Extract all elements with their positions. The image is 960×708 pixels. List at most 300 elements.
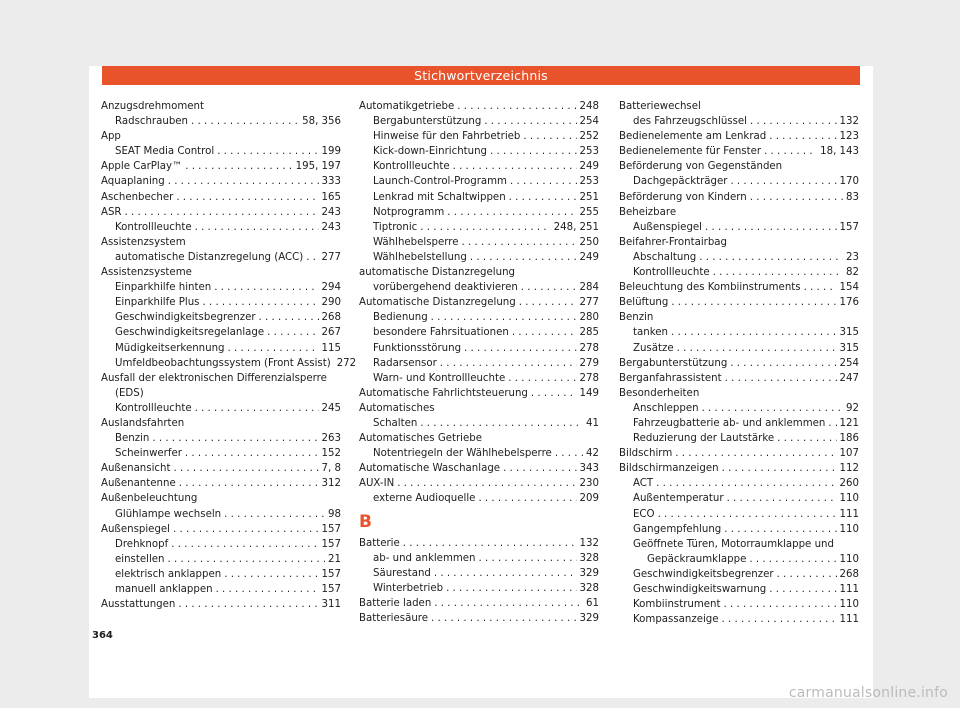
page-reference: 230 [579,478,599,490]
index-term: ab- und anklemmen [373,552,476,564]
index-term: Automatisches [359,402,435,414]
index-term: Auslandsfahrten [101,417,185,429]
leader-dots [730,174,836,189]
index-entry [359,220,599,235]
index-entry [619,265,859,280]
leader-dots [490,144,577,159]
leader-dots [508,371,576,386]
index-entry [101,280,341,295]
index-entry [619,205,859,220]
index-term: Radarsensor [373,357,437,369]
page-reference: 21 [328,553,341,565]
index-term: Batteriewechsel [619,101,701,112]
leader-dots [185,446,319,461]
index-term: des Fahrzeugschlüssel [633,116,747,128]
page-reference: 328 [579,582,599,594]
index-entry [359,536,599,551]
page-reference: 290 [321,297,341,309]
page-reference: 260 [839,478,859,490]
index-entry [619,416,859,431]
index-entry [101,522,341,537]
leader-dots [702,401,843,416]
leader-dots [464,341,577,356]
leader-dots [769,129,836,144]
index-term: Reduzierung der Lautstärke [633,433,775,445]
leader-dots [479,551,577,566]
leader-dots [478,491,576,506]
index-column-1 [101,99,357,612]
index-term: elektrisch anklappen [115,568,222,580]
index-entry [619,461,859,476]
index-term: Kompassanzeige [633,614,719,626]
index-term: Außenbeleuchtung [101,493,198,505]
index-entry [359,596,599,611]
index-entry [359,174,599,189]
leader-dots [484,114,576,129]
index-term: Geschwindigkeitsregelanlage [115,327,265,339]
page-reference: 251 [579,191,599,203]
index-term: ACT [633,478,654,490]
page-reference: 111 [839,584,859,595]
page-reference: 278 [579,342,599,354]
index-entry [101,416,341,431]
index-entry [101,507,341,522]
page-reference: 284 [579,282,599,294]
leader-dots [178,597,318,612]
page-reference: 250 [579,236,599,248]
index-term: AUX-IN [359,478,395,490]
page-reference: 329 [579,613,599,624]
index-entry [359,431,599,446]
index-term: manuell anklappen [115,584,213,595]
index-term: Wählhebelstellung [373,251,467,263]
index-entry [359,325,599,340]
index-entry [619,99,859,114]
index-entry [101,265,341,280]
index-entry [101,144,341,159]
index-term: Säurestand [373,567,431,579]
index-term: Kontrollleuchte [115,221,192,233]
index-entry [619,190,859,205]
page-reference: 98 [328,508,341,520]
index-entry [619,235,859,250]
leader-dots [677,341,837,356]
index-term: Außenansicht [101,463,171,475]
page-reference: 157 [321,523,341,535]
page-reference: 195, 197 [295,161,341,173]
page-reference: 268 [321,312,341,324]
leader-dots [521,280,577,295]
leader-dots [453,159,577,174]
index-entry [101,295,341,310]
leader-dots [214,280,318,295]
index-term: Assistenzsysteme [101,267,192,279]
index-entry [101,129,341,144]
leader-dots [179,476,319,491]
index-entry [359,581,599,596]
leader-dots [267,325,318,340]
page-reference: 92 [846,402,859,414]
index-term: Beförderung von Gegenständen [619,161,783,173]
index-term: Assistenzsystem [101,236,186,248]
page-reference: 157 [321,584,341,595]
index-term: Geöffnete Türen, Motorraumklappe und [633,538,834,550]
index-entry [359,371,599,386]
leader-dots [168,552,326,567]
index-entry [619,552,859,567]
index-entry [101,325,341,340]
leader-dots [804,280,837,295]
index-term: Einparkhilfe hinten [115,282,212,294]
leader-dots [512,325,577,340]
index-entry [101,190,341,205]
leader-dots [705,220,837,235]
index-entry [359,491,599,506]
page-reference: 255 [579,206,599,218]
index-term: SEAT Media Control [115,146,215,158]
index-term: tanken [633,327,668,339]
leader-dots [176,190,318,205]
page-reference: 315 [839,342,859,354]
index-entry [359,386,599,401]
index-entry [359,401,599,416]
index-term: externe Audioquelle [373,493,476,505]
index-term: Benzin [115,433,150,445]
leader-dots [656,476,836,491]
leader-dots [503,461,576,476]
index-entry [619,310,859,325]
index-term: Kontrollleuchte [633,267,710,279]
index-entry [101,341,341,356]
index-term: Lenkrad mit Schaltwippen [373,191,506,203]
page-reference: 285 [579,327,599,339]
index-term: Beförderung von Kindern [619,191,747,203]
index-term: einstellen [115,553,165,565]
leader-dots [457,99,576,114]
index-entry [359,295,599,310]
index-entry [101,491,341,506]
index-entry [101,386,341,401]
page-reference: 243 [321,221,341,233]
index-term: Bergabunterstützung [373,116,482,128]
index-term: Besonderheiten [619,387,700,399]
page-reference: 278 [579,372,599,384]
leader-dots [171,537,318,552]
index-entry [619,280,859,295]
index-term: Außenspiegel [633,221,703,233]
index-term: Aquaplaning [101,176,165,188]
index-entry [619,446,859,461]
index-entry [619,129,859,144]
index-term: Kontrollleuchte [373,161,450,173]
index-term: Berganfahrassistent [619,372,722,384]
page-reference: 312 [321,478,341,490]
index-term: automatische Distanzregelung (ACC) [115,251,304,263]
index-entry [359,461,599,476]
index-entry [101,567,341,582]
index-term: besondere Fahrsituationen [373,327,509,339]
page-number: 364 [92,630,113,641]
page-reference: 23 [846,251,859,263]
page-reference: 209 [579,493,599,505]
index-term: Außenspiegel [101,523,171,535]
index-term: Außenantenne [101,478,176,490]
index-entry [619,371,859,386]
leader-dots [431,310,577,325]
index-term: Anschleppen [633,402,699,414]
page-reference: 61 [586,597,599,609]
page-reference: 110 [839,599,859,611]
index-term: Automatische Waschanlage [359,463,501,475]
leader-dots [531,386,577,401]
index-entry [101,99,341,114]
leader-dots [519,295,577,310]
leader-dots [724,597,837,612]
index-term: Kombiinstrument [633,599,721,611]
index-term: Zusätze [633,342,674,354]
leader-dots [828,416,836,431]
index-term: Drehknopf [115,538,169,550]
page-reference: 311 [321,599,341,611]
index-term: Außentemperatur [633,493,724,505]
index-term: Aschenbecher [101,191,174,203]
leader-dots [462,235,577,250]
index-term: Notentriegeln der Wählhebelsperre [373,448,552,460]
page-reference: 247 [839,372,859,384]
leader-dots [191,114,299,129]
leader-dots [675,446,836,461]
page-reference: 343 [579,463,599,475]
index-entry [619,356,859,371]
page-reference: 249 [579,161,599,173]
page-reference: 58, 356 [302,116,341,128]
index-term: Automatikgetriebe [359,101,455,112]
index-term: Batteriesäure [359,613,429,624]
index-term: Automatische Fahrlichtsteuerung [359,387,528,399]
index-term: Anzugsdrehmoment [101,101,204,112]
page-reference: 245 [321,402,341,414]
index-entry [359,356,599,371]
page-reference: 42 [586,448,599,460]
leader-dots [434,596,583,611]
index-entry [359,416,599,431]
index-term: Gepäckraumklappe [647,553,747,565]
index-term: Kick-down-Einrichtung [373,146,488,158]
index-term: Apple CarPlay™ [101,161,183,173]
index-term: Bedienelemente am Lenkrad [619,131,767,143]
leader-dots [217,144,318,159]
page-reference: 7, 8 [321,463,341,475]
leader-dots [152,431,318,446]
index-term: Bildschirmanzeigen [619,463,719,475]
page-reference: 176 [839,297,859,309]
leader-dots [420,220,550,235]
page-reference: 82 [846,267,859,279]
leader-dots [447,205,576,220]
section-letter: B [359,511,372,532]
leader-dots [224,567,318,582]
index-term: Bedienung [373,312,428,324]
watermark-text: carmanualsonline.info [788,685,948,701]
page-reference: 329 [579,567,599,579]
leader-dots [555,446,583,461]
index-entry [359,566,599,581]
index-term: Müdigkeitserkennung [115,342,225,354]
leader-dots [671,325,837,340]
leader-dots [185,159,292,174]
page-reference: 315 [839,327,859,339]
index-term: Notprogramm [373,206,445,218]
index-term: Funktionsstörung [373,342,462,354]
index-entry [359,476,599,491]
index-term: Tiptronic [373,221,418,233]
page-reference: 121 [839,417,859,429]
index-term: Radschrauben [115,116,189,128]
index-entry [359,250,599,265]
index-entry [101,159,341,174]
page-reference: 263 [321,433,341,445]
index-entry [619,159,859,174]
leader-dots [777,567,837,582]
index-entry [619,144,859,159]
index-term: ASR [101,206,122,218]
leader-dots [431,611,577,626]
index-term: Launch-Control-Programm [373,176,507,188]
index-term: Geschwindigkeitsbegrenzer [115,312,256,324]
leader-dots [725,371,837,386]
leader-dots [216,582,319,597]
index-term: Dachgepäckträger [633,176,728,188]
index-term: Umfeldbeobachtungssystem (Front Assist) [115,357,331,369]
index-term: Wählhebelsperre [373,236,459,248]
leader-dots [168,174,319,189]
index-entry [359,446,599,461]
index-term: Abschaltung [633,251,697,263]
leader-dots [224,507,325,522]
leader-dots [509,190,577,205]
page-reference: 110 [839,493,859,505]
page-reference: 132 [579,537,599,549]
leader-dots [173,522,319,537]
leader-dots [764,144,817,159]
index-term: Bergabunterstützung [619,357,728,369]
page-reference: 279 [579,357,599,369]
index-entry [619,325,859,340]
index-term: Geschwindigkeitswarnung [633,584,767,595]
index-column-3 [619,99,859,627]
page-reference: 277 [579,297,599,309]
page-reference: 253 [579,146,599,158]
index-entry [619,220,859,235]
index-term: Batterie laden [359,597,432,609]
leader-dots [403,536,577,551]
index-entry [101,597,341,612]
index-term: Beheizbare [619,206,677,218]
page-reference: 115 [321,342,341,354]
section-header: Stichwortverzeichnis [102,66,860,85]
index-entry [101,552,341,567]
index-entry [101,250,341,265]
index-term: Fahrzeugbatterie ab- und anklemmen [633,417,826,429]
index-entry [619,612,859,627]
index-entry [101,220,341,235]
leader-dots [769,582,836,597]
page-reference: 111 [839,508,859,520]
index-entry [101,401,341,416]
page-reference: 110 [839,553,859,565]
index-entry [359,190,599,205]
index-entry [619,386,859,401]
index-entry [619,341,859,356]
leader-dots [750,114,837,129]
index-term: Ausfall der elektronischen Differenzialsperre [101,372,327,384]
leader-dots [306,250,318,265]
page-reference: 294 [321,282,341,294]
leader-dots [671,295,836,310]
index-entry [359,159,599,174]
index-entry [101,235,341,250]
index-entry [359,611,599,626]
leader-dots [750,190,843,205]
watermark-strip [0,683,960,708]
index-entry [359,144,599,159]
index-entry [101,205,341,220]
index-entry [359,280,599,295]
index-entry [359,235,599,250]
page-reference: 18, 143 [820,146,859,158]
index-term: Bedienelemente für Fenster [619,146,762,158]
index-entry [101,310,341,325]
index-entry [101,446,341,461]
page-reference: 152 [321,448,341,460]
leader-dots [749,552,836,567]
page-reference: 186 [839,433,859,445]
leader-dots [510,174,577,189]
index-entry [619,522,859,537]
leader-dots [724,522,836,537]
index-term: Schalten [373,417,418,429]
page-reference: 243 [321,206,341,218]
page-reference: 107 [839,448,859,460]
leader-dots [777,431,836,446]
leader-dots [523,129,576,144]
page-reference: 157 [321,568,341,580]
index-term: Beleuchtung des Kombiinstruments [619,282,801,294]
index-term: Batterie [359,537,400,549]
leader-dots [434,566,577,581]
page-reference: 132 [839,116,859,128]
leader-dots [722,612,837,627]
index-term: Scheinwerfer [115,448,182,460]
index-entry [101,114,341,129]
index-entry [619,250,859,265]
leader-dots [173,461,318,476]
index-term: Automatisches Getriebe [359,433,483,445]
index-entry [619,582,859,597]
leader-dots [713,265,843,280]
leader-dots [727,491,837,506]
index-term: (EDS) [115,387,144,399]
page-reference: 249 [579,251,599,263]
leader-dots [470,250,577,265]
index-entry [619,567,859,582]
page-reference: 110 [839,523,859,535]
page-reference: 165 [321,191,341,203]
index-entry [359,551,599,566]
leader-dots [446,581,576,596]
index-entry [619,491,859,506]
index-column-2 [359,99,599,626]
